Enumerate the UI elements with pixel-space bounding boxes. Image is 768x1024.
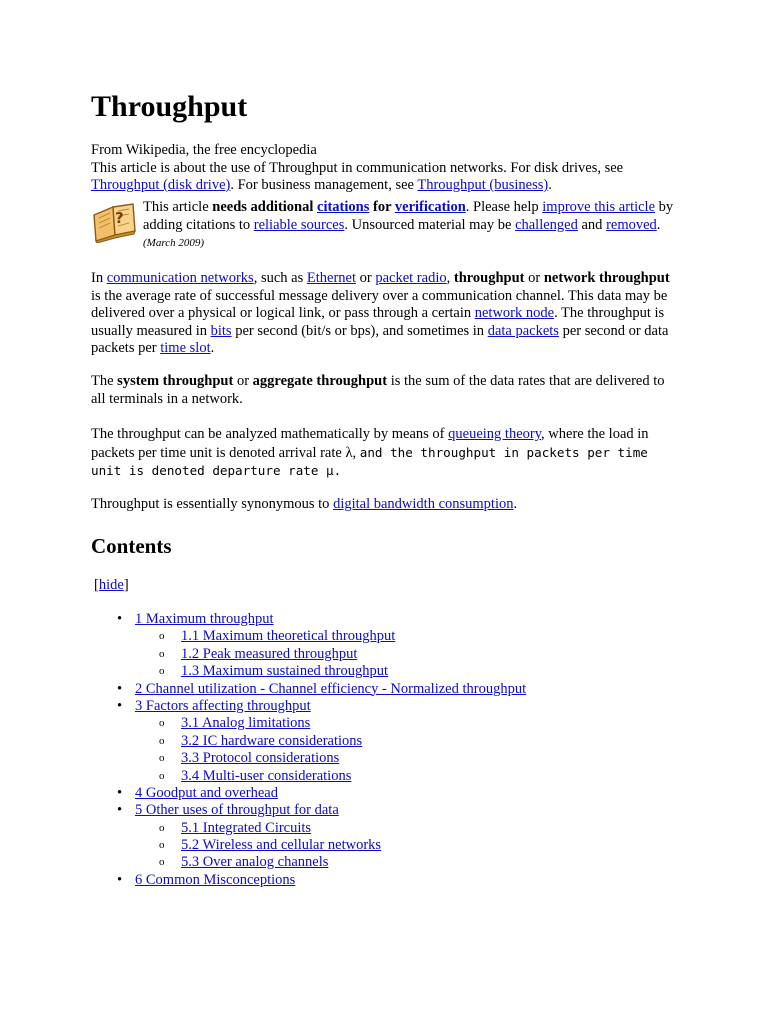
link-improve-article[interactable]: improve this article [542,199,656,215]
paragraph-bandwidth [91,496,681,514]
hatnote-text: . For business management, see [230,177,418,193]
circle-bullet-icon: o [159,630,165,643]
link-removed[interactable]: removed [606,216,657,233]
toc-item [91,715,691,732]
link-communication-networks[interactable]: communication networks [106,270,254,286]
notice-text-part: and [577,216,607,233]
notice-text-part: This article [143,199,213,215]
term-system-throughput: system throughput [117,373,234,389]
paragraph-text: . [513,496,518,512]
page-title: Throughput [91,90,248,123]
link-ethernet[interactable]: Ethernet [306,270,356,286]
hatnote [91,142,681,195]
toc-item [91,698,691,715]
toc-link[interactable]: 5.2 Wireless and cellular networks [181,837,382,854]
toc-item [91,802,691,819]
toc-item [91,646,691,663]
toc-link[interactable]: 4 Goodput and overhead [135,784,278,801]
link-queueing-theory[interactable]: queueing theory [448,426,542,442]
paragraph-text: Throughput is essentially synonymous to [91,496,334,512]
book-question-icon [91,201,137,243]
paragraph-text: The throughput can be analyzed mathematically by means of [91,426,449,442]
bullet-icon: • [117,680,123,697]
bracket: ] [123,577,129,593]
toc-link[interactable]: 6 Common Misconceptions [135,871,296,888]
hatnote-text: This article is about the use of Throughput in communication networks. For disk drives, see [91,159,624,176]
bullet-icon: • [117,611,123,627]
toc-item [91,785,691,802]
paragraph-text: , [446,270,454,286]
paragraph-system-throughput [91,373,681,408]
bullet-icon: • [117,697,123,714]
toc-link[interactable]: 1.1 Maximum theoretical throughput [181,628,396,645]
circle-bullet-icon: o [159,734,165,747]
toc-list [91,611,691,889]
link-throughput-business[interactable]: Throughput (business) [417,177,549,193]
circle-bullet-icon: o [159,856,165,869]
term-aggregate-throughput: aggregate throughput [252,373,388,389]
toc-item [91,820,691,837]
paragraph-text: is the average rate of successful message delivery over a communication channel. This data may be delivered over a physical or logical link, or pass through a certain [91,287,668,321]
toc-link[interactable]: 5.1 Integrated Circuits [181,819,312,836]
notice-text-part: . [656,216,661,233]
term-throughput: throughput [453,270,525,286]
link-citations[interactable]: citations [317,199,370,215]
circle-bullet-icon: o [159,665,165,678]
notice-text-part: by adding citations to [143,199,674,233]
toc-item [91,611,691,628]
link-network-node[interactable]: network node [474,305,555,321]
paragraph-queueing [91,426,681,481]
toc-item [91,837,691,854]
toc-item [91,750,691,767]
hatnote-text: . [548,177,552,193]
link-data-packets[interactable]: data packets [487,322,559,339]
link-bits[interactable]: bits [210,322,232,339]
bullet-icon: • [117,802,123,819]
circle-bullet-icon: o [159,752,165,765]
paragraph-text: , where the load in packets per time unit is denoted arrival rate λ, [91,426,649,461]
paragraph-text: . [210,340,215,356]
toc-link[interactable]: 1.3 Maximum sustained throughput [181,663,389,680]
link-verification[interactable]: verification [394,199,466,215]
bracket: [ [94,577,99,593]
link-reliable-sources[interactable]: reliable sources [253,216,345,233]
toc-hide-toggle [94,577,129,595]
toc-link[interactable]: 1 Maximum throughput [135,611,274,627]
tagline: From Wikipedia, the free encyclopedia [91,142,317,158]
circle-bullet-icon: o [159,821,165,834]
toc-item [91,854,691,871]
toc-link[interactable]: 5.3 Over analog channels [181,854,329,871]
toc-item [91,733,691,750]
link-packet-radio[interactable]: packet radio [375,270,447,286]
paragraph-intro [91,270,681,358]
paragraph-text: per second or data packets per [91,322,669,356]
paragraph-text: The [91,373,118,389]
notice-bold: for [369,199,395,215]
toc-item [91,872,691,889]
paragraph-text: per second (bit/s or bps), and sometimes in [231,322,488,339]
paragraph-text: or [356,270,376,286]
toc-link[interactable]: 3.4 Multi-user considerations [181,767,352,784]
link-challenged[interactable]: challenged [515,216,578,233]
notice-bold: needs additional [212,199,318,215]
toc-link[interactable]: 3.3 Protocol considerations [181,750,340,767]
paragraph-text: , such as [253,270,307,286]
circle-bullet-icon: o [159,647,165,660]
paragraph-text-mono: and the throughput in packets per time unit is denoted departure rate μ. [91,444,648,478]
toc-item [91,663,691,680]
toc-item [91,628,691,645]
toc-item [91,681,691,698]
toc-hide-link[interactable]: hide [98,577,124,593]
link-time-slot[interactable]: time slot [160,340,211,356]
bullet-icon: • [117,871,123,888]
paragraph-text: is the sum of the data rates that are delivered to all terminals in a network. [91,373,665,407]
toc-link[interactable]: 1.2 Peak measured throughput [181,645,358,662]
notice-text-part: . Unsourced material may be [344,216,516,233]
toc-link[interactable]: 5 Other uses of throughput for data [135,802,339,819]
toc-link[interactable]: 3 Factors affecting throughput [135,697,311,714]
svg-text:?: ? [115,209,124,227]
circle-bullet-icon: o [159,717,165,730]
toc-link[interactable]: 3.2 IC hardware considerations [181,732,363,749]
circle-bullet-icon: o [159,769,165,782]
notice-date: (March 2009) [143,237,204,249]
toc-link[interactable]: 2 Channel utilization - Channel efficiency - Normalized throughput [135,680,527,697]
paragraph-text: In [91,270,107,286]
citation-notice [91,199,681,253]
paragraph-text: or [524,270,544,286]
paragraph-text: or [233,373,253,389]
toc-link[interactable]: 3.1 Analog limitations [181,715,311,732]
circle-bullet-icon: o [159,839,165,852]
toc-item [91,768,691,785]
term-network-throughput: network throughput [543,270,670,286]
notice-text-part: . Please help [465,199,543,215]
link-throughput-disk-drive[interactable]: Throughput (disk drive) [91,177,231,193]
bullet-icon: • [117,784,123,801]
contents-heading: Contents [91,534,172,558]
notice-text [143,199,683,253]
paragraph-text: . The throughput is usually measured in [91,305,665,339]
link-digital-bandwidth-consumption[interactable]: digital bandwidth consumption [333,496,514,512]
